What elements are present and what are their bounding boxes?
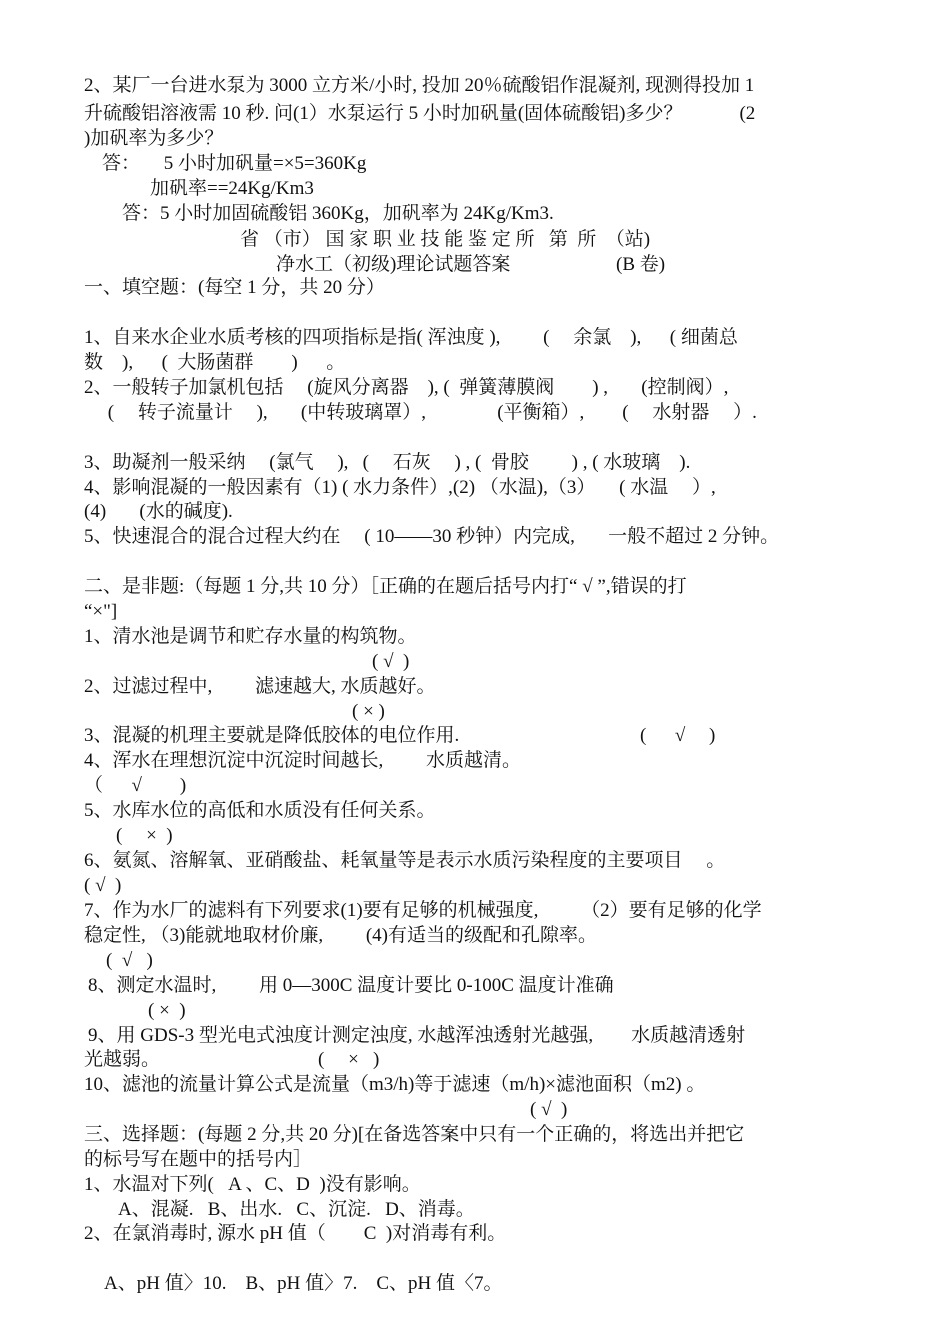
judge-answer: ( × ) bbox=[318, 1049, 380, 1070]
judge-question: 7、作为水厂的滤料有下列要求(1)要有足够的机械强度, （2）要有足够的化学 bbox=[84, 900, 762, 921]
calc-answer-line-2: 加矾率==24Kg/Km3 bbox=[150, 178, 314, 199]
judge-answer: ( √ ) bbox=[106, 950, 153, 971]
choice-options: A、混凝. B、出水. C、沉淀. D、消毒。 bbox=[118, 1199, 475, 1220]
section-3-heading-cont: 的标号写在题中的括号内］ bbox=[84, 1149, 313, 1170]
judge-question: 3、混凝的机理主要就是降低胶体的电位作用. bbox=[84, 725, 460, 746]
section-1-heading: 一、填空题：(每空 1 分，共 20 分） bbox=[84, 277, 385, 298]
calc-answer-line-3: 答：5 小时加固硫酸铝 360Kg，加矾率为 24Kg/Km3. bbox=[122, 203, 554, 224]
judge-question: 8、测定水温时, 用 0—300C 温度计要比 0-100C 温度计准确 bbox=[88, 975, 614, 996]
judge-answer: ( √ ) bbox=[372, 651, 410, 672]
section-3-heading: 三、选择题：(每题 2 分,共 20 分)[在备选答案中只有一个正确的，将选出并把它 bbox=[84, 1124, 745, 1145]
judge-question: 4、浑水在理想沉淀中沉淀时间越长, 水质越清。 bbox=[84, 750, 522, 771]
judge-question: 2、过滤过程中, 滤速越大, 水质越好。 bbox=[84, 676, 436, 697]
calc-question-line-3: )加矾率为多少？ bbox=[84, 128, 224, 149]
exam-title: 净水工（初级)理论试题答案 bbox=[276, 254, 511, 275]
fill-line: 5、快速混合的混合过程大约在 ( 10——30 秒钟）内完成, 一般不超过 2 分钟。 bbox=[84, 526, 780, 547]
choice-question: 2、在氯消毒时, 源水 pH 值（ C )对消毒有利。 bbox=[84, 1223, 507, 1244]
calc-question-line-2: 升硫酸铝溶液需 10 秒. 问(1）水泵运行 5 小时加矾量(固体硫酸铝)多少？ (2 bbox=[84, 103, 756, 124]
judge-answer: ( × ) bbox=[352, 701, 385, 722]
judge-question: 5、水库水位的高低和水质没有任何关系。 bbox=[84, 800, 436, 821]
judge-question: 1、清水池是调节和贮存水量的构筑物。 bbox=[84, 626, 417, 647]
judge-question: 6、氨氮、溶解氧、亚硝酸盐、耗氧量等是表示水质污染程度的主要项目 。 bbox=[84, 850, 726, 871]
judge-answer: ( √ ) bbox=[84, 875, 122, 896]
fill-line: ( 转子流量计 ), (中转玻璃罩）, (平衡箱）, ( 水射器 ）. bbox=[84, 402, 757, 423]
fill-line: 1、自来水企业水质考核的四项指标是指( 浑浊度 ), ( 余氯 ), ( 细菌总 bbox=[84, 327, 738, 348]
judge-answer: ( √ ) bbox=[640, 725, 716, 746]
judge-answer: ( × ) bbox=[148, 1000, 186, 1021]
judge-question: 10、滤池的流量计算公式是流量（m3/h)等于滤速（m/h)×滤池面积（m2) 。 bbox=[84, 1074, 706, 1095]
fill-line: 3、助凝剂一般采纳 (氯气 ), ( 石灰 ) , ( 骨胶 ) , ( 水玻璃 ). bbox=[84, 452, 691, 473]
judge-question: 9、用 GDS-3 型光电式浊度计测定浊度, 水越浑浊透射光越强, 水质越清透射 bbox=[88, 1025, 746, 1046]
paper-label: (B 卷) bbox=[616, 254, 666, 275]
fill-line: 数 ), ( 大肠菌群 ) 。 bbox=[84, 352, 346, 373]
section-2-heading: 二、是非题:（每题 1 分,共 10 分）［正确的在题后括号内打“ √ ”,错误的打 bbox=[84, 576, 687, 597]
judge-answer: ( × ) bbox=[116, 825, 173, 846]
section-2-heading-cont: “×"] bbox=[84, 601, 118, 622]
choice-options: A、pH 值〉10. B、pH 值〉7. C、pH 值〈7。 bbox=[104, 1273, 503, 1294]
judge-question: 光越弱。 bbox=[84, 1049, 161, 1070]
choice-question: 1、水温对下列( A 、C、D )没有影响。 bbox=[84, 1174, 421, 1195]
exam-organization: 省 （市） 国 家 职 业 技 能 鉴 定 所 第 所 （站) bbox=[240, 229, 651, 250]
judge-answer: （ √ ) bbox=[84, 775, 187, 796]
calc-answer-line-1: 答： 5 小时加矾量=×5=360Kg bbox=[102, 153, 367, 174]
fill-line: 4、影响混凝的一般因素有（1) ( 水力条件）,(2) （水温),（3） ( 水温 ）, bbox=[84, 477, 716, 498]
judge-question: 稳定性, （3)能就地取材价廉, (4)有适当的级配和孔隙率。 bbox=[84, 925, 597, 946]
calc-question-line-1: 2、某厂一台进水泵为 3000 立方米/小时, 投加 20％硫酸铝作混凝剂, 现测得投加 1 bbox=[84, 75, 755, 96]
fill-line: 2、一般转子加氯机包括 (旋风分离器 ), ( 弹簧薄膜阀 ) , (控制阀）, bbox=[84, 377, 729, 398]
fill-line: (4) (水的碱度). bbox=[84, 501, 233, 522]
judge-answer: ( √ ) bbox=[530, 1099, 568, 1120]
